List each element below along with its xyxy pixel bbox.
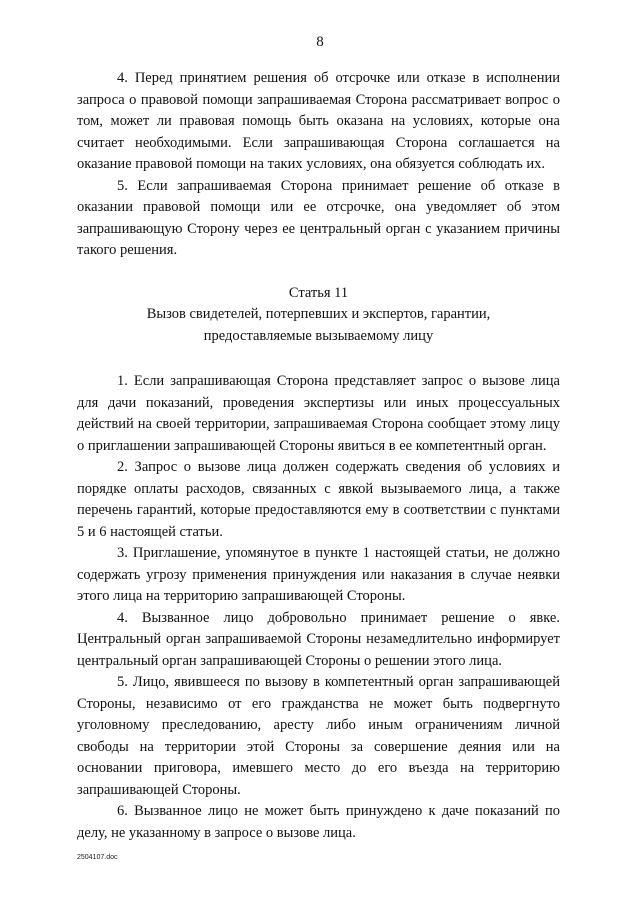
article-paragraph-1: 1. Если запрашивающая Сторона представляет запрос о вызове лица для дачи показаний, проведения экспертизы или иных процессуальных действий на своей территории, запрашиваемая Сторона сообщает этому лицу о приглашении запрашивающей Стороны явиться в ее компетентный орган. <box>77 373 560 454</box>
document-filename: 2504107.doc <box>77 854 118 861</box>
document-body <box>77 68 560 844</box>
article-paragraph-5: 5. Лицо, явившееся по вызову в компетентный орган запрашивающей Стороны, независимо от его гражданства не может быть подвергнуто уголовному преследованию, аресту либо иным ограничениям личной свободы на территории этой Стороны за совершение деяния или на основании приговора, имевшего место до его въезда на территорию запрашивающей Стороны. <box>77 674 560 798</box>
page-number: 8 <box>316 34 324 50</box>
paragraph-5: 5. Если запрашиваемая Сторона принимает решение об отказе в оказании правовой помощи или ее отсрочке, она уведомляет об этом запрашивающую Сторону через ее центральный орган с указанием причины такого решения. <box>77 177 560 258</box>
article-heading-block <box>77 283 560 348</box>
article-paragraph-2: 2. Запрос о вызове лица должен содержать сведения об условиях и порядке оплаты расходов, связанных с явкой вызываемого лица, а также перечень гарантий, которые предоставляются ему в соответствии с пунктами 5 и 6 настоящей статьи. <box>77 459 560 540</box>
paragraph-4: 4. Перед принятием решения об отсрочке или отказе в исполнении запроса о правовой помощи запрашиваемая Сторона рассматривает вопрос о том, может ли правовая помощь быть оказана на условиях, которые она считает необходимыми. Если запрашивающая Сторона соглашается на оказание правовой помощи на таких условиях, она обязуется соблюдать их. <box>77 70 560 172</box>
article-paragraph-4: 4. Вызванное лицо добровольно принимает решение о явке. Центральный орган запрашиваемой Стороны незамедлительно информирует центральный орган запрашивающей Стороны о решении этого лица. <box>77 609 560 669</box>
article-paragraph-3: 3. Приглашение, упомянутое в пункте 1 настоящей статьи, не должно содержать угрозу применения принуждения или наказания в случае неявки этого лица на территорию запрашивающей Стороны. <box>77 545 560 604</box>
article-number: Статья 11 <box>288 284 349 301</box>
article-paragraph-6: 6. Вызванное лицо не может быть принуждено к даче показаний по делу, не указанному в запросе о вызове лица. <box>77 803 560 841</box>
article-title: Вызов свидетелей, потерпевших и экспертов, гарантии, предоставляемые вызываемому лицу <box>146 306 491 344</box>
